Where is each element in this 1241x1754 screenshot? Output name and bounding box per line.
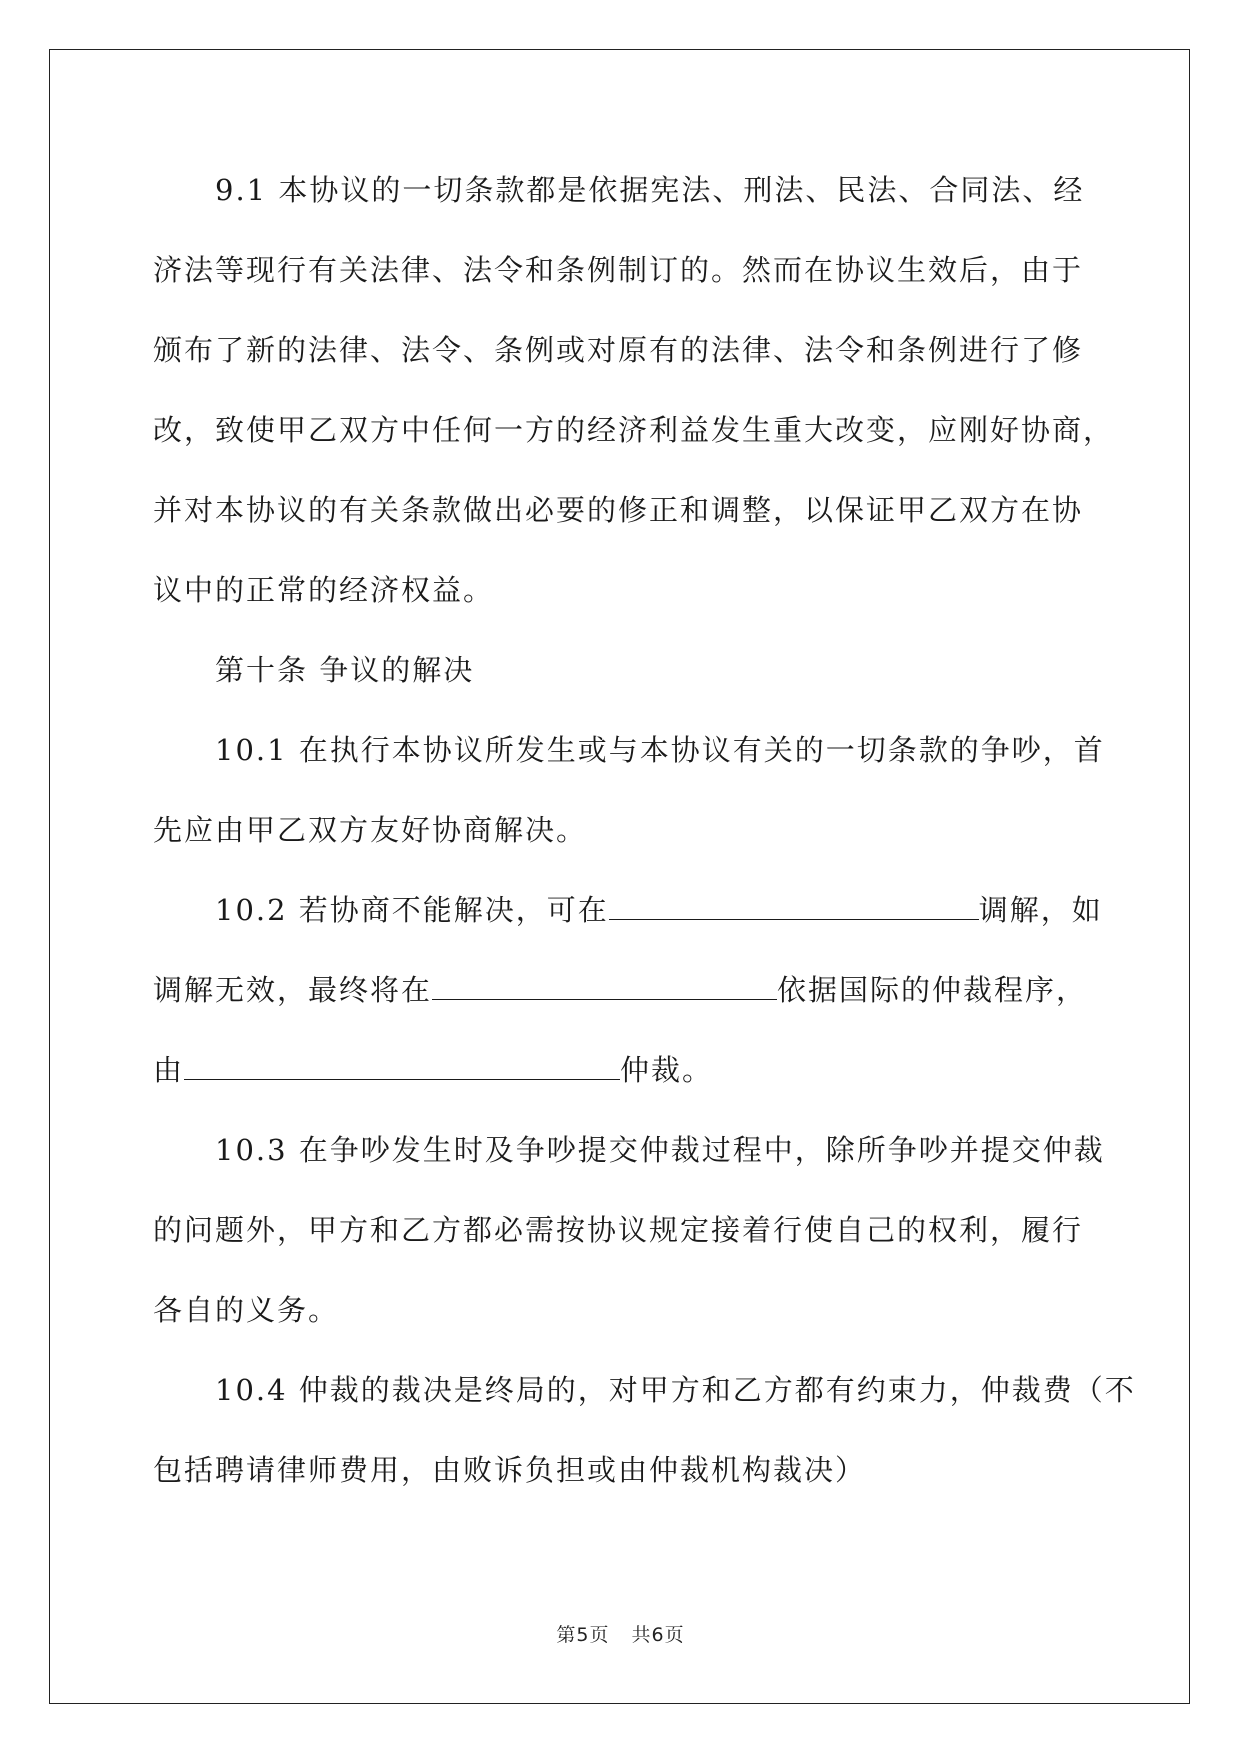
paragraph-line: 10.4 仲裁的裁决是终局的，对甲方和乙方都有约束力，仲裁费（不	[215, 1373, 1136, 1407]
arbitration-venue-blank[interactable]	[432, 977, 777, 1000]
paragraph-line	[153, 870, 1103, 950]
clause-text: 仲裁。	[620, 1053, 714, 1087]
paragraph-line: 并对本协议的有关条款做出必要的修正和调整，以保证甲乙双方在协	[153, 493, 1084, 527]
clause-text: 10.2 若协商不能解决，可在	[215, 893, 609, 927]
clause-text: 调解无效，最终将在	[153, 973, 433, 1007]
paragraph-line	[153, 950, 1093, 1030]
arbitration-body-blank[interactable]	[184, 1057, 620, 1080]
page-footer	[0, 1620, 1241, 1647]
paragraph-line: 包括聘请律师费用，由败诉负担或由仲裁机构裁决）	[153, 1453, 867, 1487]
paragraph-line: 改，致使甲乙双方中任何一方的经济利益发生重大改变，应刚好协商，	[153, 413, 1115, 447]
paragraph-line: 济法等现行有关法律、法令和条例制订的。然而在协议生效后，由于	[153, 253, 1084, 287]
paragraph-line	[153, 1030, 1093, 1110]
paragraph-line: 颁布了新的法律、法令、条例或对原有的法律、法令和条例进行了修	[153, 333, 1084, 367]
clause-10-1	[153, 710, 1105, 870]
paragraph-line: 的问题外，甲方和乙方都必需按协议规定接着行使自己的权利，履行	[153, 1213, 1084, 1247]
clause-10-2	[153, 870, 1103, 1110]
document-body	[153, 150, 1136, 1510]
clause-9-1	[153, 150, 1115, 630]
clause-10-4	[153, 1350, 1136, 1510]
paragraph-line: 先应由甲乙双方友好协商解决。	[153, 813, 588, 847]
total-page-count: 共6页	[631, 1624, 685, 1646]
section-heading: 第十条 争议的解决	[215, 653, 475, 687]
clause-10-3	[153, 1110, 1105, 1350]
article-10-heading	[153, 630, 1093, 710]
paragraph-line: 10.3 在争吵发生时及争吵提交仲裁过程中，除所争吵并提交仲裁	[215, 1133, 1105, 1167]
paragraph-line: 10.1 在执行本协议所发生或与本协议有关的一切条款的争吵，首	[215, 733, 1105, 767]
clause-text: 依据国际的仲裁程序，	[777, 973, 1088, 1007]
clause-text: 由	[153, 1053, 185, 1087]
clause-text: 调解，如	[978, 893, 1103, 927]
current-page-number: 第5页	[556, 1624, 610, 1646]
paragraph-line: 议中的正常的经济权益。	[153, 573, 495, 607]
paragraph-line: 各自的义务。	[153, 1293, 340, 1327]
mediation-venue-blank[interactable]	[609, 897, 979, 920]
paragraph-line: 9.1 本协议的一切条款都是依据宪法、刑法、民法、合同法、经	[215, 173, 1085, 207]
